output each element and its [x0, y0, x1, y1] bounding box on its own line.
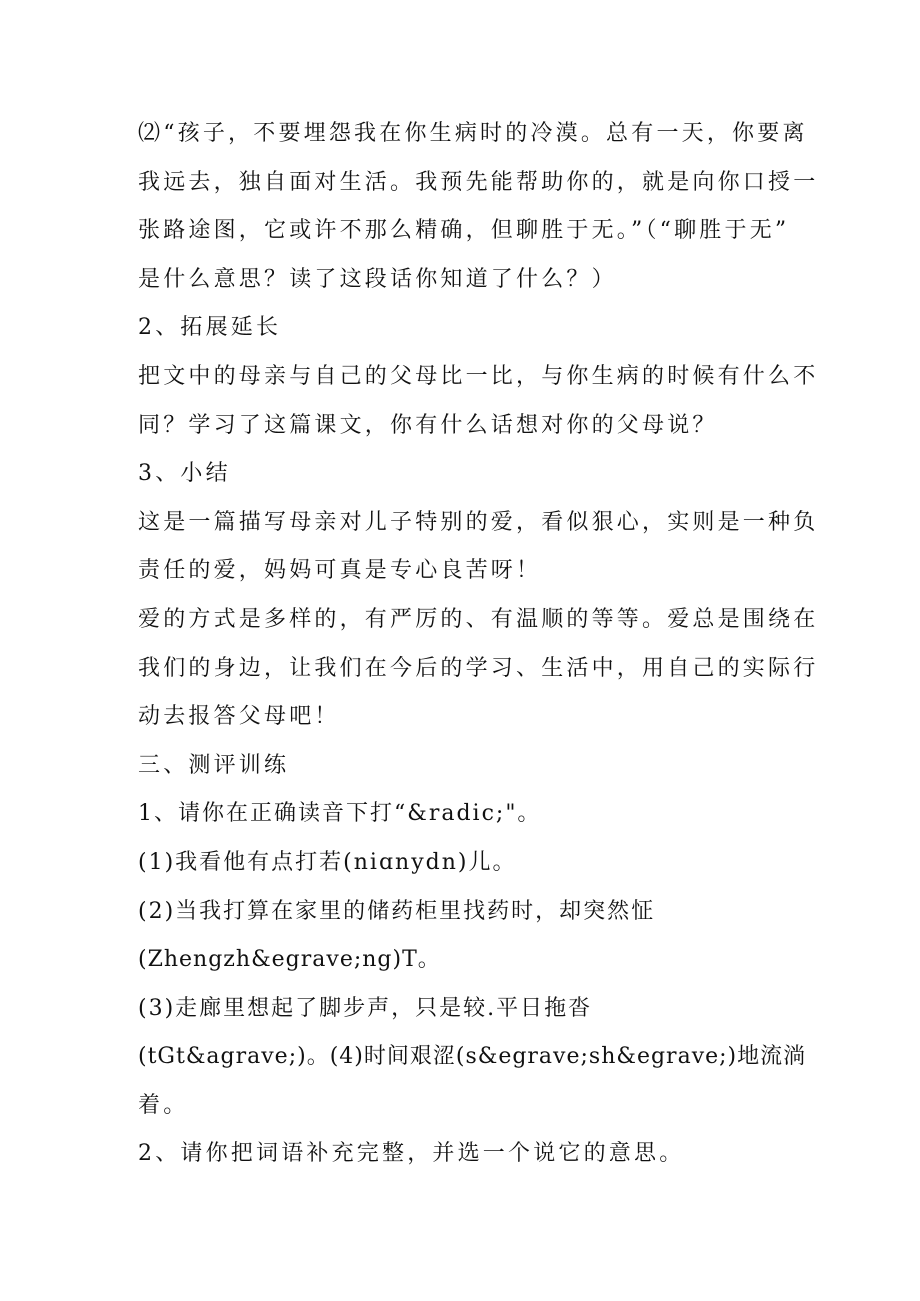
- question-line: (tGt&agrave;)。(4)时间艰涩(s&egrave;sh&egrave;)地流淌: [138, 1044, 807, 1070]
- question-line: 1、请你在正确读音下打“&radic;"。: [138, 801, 542, 827]
- question-line: 着。: [138, 1092, 189, 1118]
- paragraph-line: 责任的爱，妈妈可真是专心良苦呀！: [138, 558, 542, 584]
- paragraph-line: 同？学习了这篇课文，你有什么话想对你的父母说？: [138, 412, 718, 438]
- paragraph-line: 动去报答父母吧！: [138, 704, 340, 730]
- question-line: (2)当我打算在家里的储药柜里找药时，却突然怔: [138, 898, 656, 924]
- section-heading: 2、拓展延长: [138, 315, 282, 341]
- question-line: (1)我看他有点打若(niɑnydn)儿。: [138, 849, 517, 875]
- paragraph-line: ⑵“孩子，不要埋怨我在你生病时的冷漠。总有一天，你要离: [138, 121, 808, 146]
- paragraph-line: 这是一篇描写母亲对儿子特别的爱，看似狠心，实则是一种负: [138, 509, 819, 535]
- paragraph-line: 爱的方式是多样的，有严厉的、有温顺的等等。爱总是围绕在: [138, 606, 819, 632]
- section-heading: 三、测评训练: [138, 752, 290, 778]
- paragraph-line: 我远去，独自面对生活。我预先能帮助你的，就是向你口授一: [138, 169, 819, 195]
- paragraph-line: 是什么意思？读了这段话你知道了什么？）: [138, 266, 617, 292]
- section-heading: 3、小结: [138, 461, 231, 487]
- paragraph-line: 我们的身边，让我们在今后的学习、生活中，用自己的实际行: [138, 655, 819, 681]
- paragraph-line: 把文中的母亲与自己的父母比一比，与你生病的时候有什么不: [138, 363, 819, 389]
- document-body: [138, 110, 819, 1179]
- question-line: (3)走廊里想起了脚步声，只是较.平日拖沓: [138, 995, 593, 1021]
- question-line: 2、请你把词语补充完整，并选一个说它的意思。: [138, 1141, 685, 1167]
- question-line: (Zhengzh&egrave;ng)T。: [138, 947, 441, 973]
- paragraph-line: 张路途图，它或许不那么精确，但聊胜于无。”（“聊胜于无”: [138, 218, 790, 244]
